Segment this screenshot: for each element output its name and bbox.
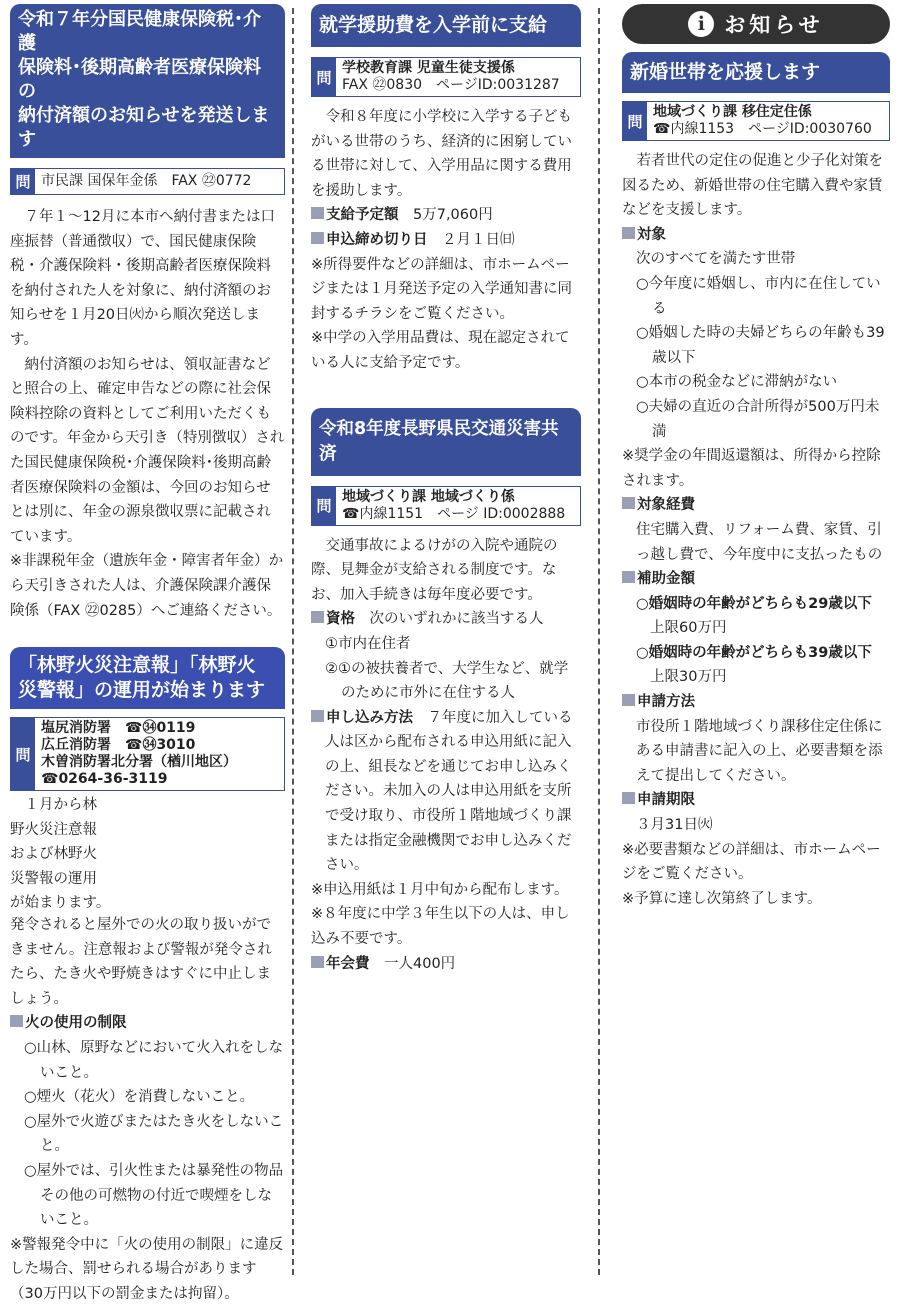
info-icon: i bbox=[688, 11, 714, 37]
inquiry-mark: 問 bbox=[623, 102, 647, 140]
paragraph: 令和８年度に小学校に入学する子どもがいる世帯のうち、経済的に困窮している世帯に対して、入学用品に関する費用を援助します。 bbox=[311, 109, 572, 199]
inquiry-mark: 問 bbox=[312, 58, 336, 96]
note: ※８年度に中学３年生以下の人は、申し込み不要です。 bbox=[311, 906, 570, 948]
list-item: ○屋外では、引火性または暴発性の物品その他の可燃物の付近で喫煙をしないこと。 bbox=[24, 1163, 284, 1229]
inquiry-mark: 問 bbox=[11, 169, 35, 194]
column-divider bbox=[598, 8, 600, 1275]
column-2 bbox=[311, 0, 581, 976]
article-title: 令和７年分国民健康保険税･介護 保険料･後期高齢者医療保険料の 納付済額のお知らせを発送します bbox=[10, 4, 285, 158]
column-divider bbox=[292, 8, 294, 1275]
list-item: ○煙火（花火）を消費しないこと。 bbox=[24, 1089, 255, 1106]
section-heading: 対象経費 bbox=[622, 493, 890, 518]
contact-line: 木曽消防署北分署（楢川地区） bbox=[41, 754, 237, 771]
article-title: 新婚世帯を応援します bbox=[622, 52, 890, 93]
contact-line: ☎0264-36-3119 bbox=[41, 771, 168, 788]
list-item: ○夫婦の直近の合計所得が500万円未満 bbox=[636, 398, 880, 440]
contact-line: 塩尻消防署 ☎㉞0119 bbox=[41, 720, 196, 737]
article-tax-notice bbox=[10, 4, 285, 623]
paragraph: 納付済額のお知らせは、領収証書などと照合の上、確定申告などの際に社会保険料控除の資料としてご利用いただくものです。年金から天引き（特別徴収）された国民健康保険税･介護保険料･後期高齢者医療保険料の金額は、今回のお知らせとは別に、年金の源泉徴収票に記載されています。 bbox=[10, 356, 285, 545]
column-1 bbox=[10, 0, 285, 1307]
section-heading: 対象 bbox=[622, 223, 890, 248]
list-item: ○本市の税金などに滞納がない bbox=[636, 374, 838, 391]
list-item: ○今年度に婚姻し、市内に在住している bbox=[636, 275, 881, 317]
list-item: ②①の被扶養者で、大学生など、就学のために市外に在住する人 bbox=[325, 660, 569, 702]
note: ※予算に達し次第終了します。 bbox=[622, 890, 822, 907]
paragraph: 交通事故によるけがの入院や通院の際、見舞金が支給される制度です。なお、加入手続きは毎年度必要です。 bbox=[311, 537, 558, 603]
article-school-aid: 就学援助費を入学前に支給 問 学校教育課 児童生徒支援係 FAX ㉒0830 ページID:0031287 令和８年度に小学校に入学する子どもがいる世帯のうち、経済的に困窮している世帯に対して、入学用品に関する費用を援助します。 支給予定額 5万7,060円 申込締め切り日 ２月１日㈰ ※所得要件などの詳細は、市ホームページまたは１月発送予定の入学通知書に同封するチラシをご覧ください。 ※中学の入学用品費は、現在認定されている人に支給予定です。 bbox=[311, 4, 581, 376]
section-heading: 補助金額 bbox=[622, 567, 890, 592]
list-item: ○屋外で火遊びまたはたき火をしないこと。 bbox=[24, 1113, 284, 1155]
section-heading: 申請方法 bbox=[622, 690, 890, 715]
contact-box bbox=[10, 717, 285, 791]
column-3 bbox=[622, 0, 890, 911]
list-item: ①市内在住者 bbox=[325, 635, 411, 652]
note: ※所得要件などの詳細は、市ホームページまたは１月発送予定の入学通知書に同封するチラシをご覧ください。 bbox=[311, 256, 572, 322]
note: ※申込用紙は１月中旬から配布します。 bbox=[311, 881, 569, 898]
contact-box: 問 地域づくり課 移住定住係 ☎内線1153 ページID:0030760 bbox=[622, 101, 890, 141]
note: ※奨学金の年間返還額は、所得から控除されます。 bbox=[622, 448, 881, 489]
paragraph: 若者世代の定住の促進と少子化対策を図るため、新婚世帯の住宅購入費や家賃などを支援します。 bbox=[622, 153, 883, 219]
article-title: 「林野火災注意報」「林野火 災警報」の運用が始まります bbox=[10, 647, 285, 709]
paragraph: ７年１～12月に本市へ納付書または口座振替（普通徴収）で、国民健康保険税・介護保険料・後期高齢者医療保険料を納付された人を対象に、納付済額のお知らせを１月20日㈫から順次発送します。 bbox=[10, 209, 275, 348]
contact-line: 広丘消防署 ☎㉞3010 bbox=[41, 737, 196, 754]
section-heading: 火の使用の制限 bbox=[10, 1011, 285, 1036]
article-title: 令和8年度長野県民交通災害共済 bbox=[311, 408, 581, 476]
inquiry-mark: 問 bbox=[11, 718, 35, 790]
section-heading: 申請期限 bbox=[622, 788, 890, 813]
article-traffic-insurance: 令和8年度長野県民交通災害共済 問 地域づくり課 地域づくり係 ☎内線1151 ページ ID:0002888 交通事故によるけがの入院や通院の際、見舞金が支給される制度です。なお、加入手続きは毎年度必要です。 資格 次のいずれかに該当する人 ①市内在住者 ②①の被扶養者で、大学生など、就学のために市外に在住する人 申し込み方法 ７年度に加入している人は区から配布される申込用紙に記入の上、組長などを通じてお申し込みください。未加入の人は申込用紙を支所で受け取り、市役所１階地域づくり課または指定金融機関でお申し込みください。 ※申込用紙は１月中旬から配布します。 ※８年度に中学３年生以下の人は、申し込み不要です。 年会費 一人400円 bbox=[311, 408, 581, 977]
inquiry-mark: 問 bbox=[312, 487, 336, 525]
paragraph: 発令されると屋外での火の取り扱いができません。注意報および警報が発令されたら、たき火や野焼きはすぐに中止しましょう。 bbox=[10, 917, 272, 1007]
contact-box bbox=[10, 168, 285, 195]
notice-header: i お知らせ bbox=[622, 4, 890, 44]
note: ※中学の入学用品費は、現在認定されている人に支給予定です。 bbox=[311, 330, 570, 371]
note: ※非課税年金（遺族年金・障害者年金）から天引きされた人は、介護保険課介護保険係（FAX ㉒0285）へご連絡ください。 bbox=[10, 553, 284, 619]
article-newlywed: 新婚世帯を応援します 問 地域づくり課 移住定住係 ☎内線1153 ページID:0030760 若者世代の定住の促進と少子化対策を図るため、新婚世帯の住宅購入費や家賃などを支援します。 対象 次のすべてを満たす世帯 ○今年度に婚姻し、市内に在住している ○婚姻した時の夫婦どちらの年齢も39歳以下 ○本市の税金などに滞納がない ○夫婦の直近の合計所得が500万円未満 ※奨学金の年間返還額は、所得から控除されます。 対象経費 住宅購入費、リフォーム費、家賃、引っ越し費で、今年度中に支払ったもの 補助金額 ○婚姻時の年齢がどちらも29歳以下 上限60万円 ○婚姻時の年齢がどちらも39歳以下 上限30万円 申請方法 市役所１階地域づくり課移住定住係にある申請書に記入の上、必要書類を添えて提出してください。 申請期限 ３月31日㈫ ※必要書類などの詳細は、市ホームページをご覧ください。 ※予算に達し次第終了します。 bbox=[622, 52, 890, 911]
contact-box: 問 地域づくり課 地域づくり係 ☎内線1151 ページ ID:0002888 bbox=[311, 486, 581, 526]
note: ※必要書類などの詳細は、市ホームページをご覧ください。 bbox=[622, 841, 881, 883]
contact-box: 問 学校教育課 児童生徒支援係 FAX ㉒0830 ページID:0031287 bbox=[311, 57, 581, 97]
contact-text: 市民課 国保年金係 FAX ㉒0772 bbox=[41, 173, 252, 189]
list-item: ○山林、原野などにおいて火入れをしないこと。 bbox=[24, 1040, 284, 1081]
article-forest-fire: 「林野火災注意報」「林野火 災警報」の運用が始まります 問 塩尻消防署 ☎㉞0119 広丘消防署 ☎㉞3010 木曽消防署北分署（楢川地区） ☎0264-36-3119 １月から林 野火災注意報 および林野火 災警報の運用 が始まります。 発令されると屋外での火の取り扱いができません。注意報および警報が発令されたら、たき火や野焼きはすぐに中止しましょう。 火の使用の制限 ○山林、原野などにおいて火入れをしないこと。 ○煙火（花火）を消費しないこと。 ○屋外で火遊びまたはたき火をしないこと。 ○屋外では、引火性または暴発性の物品その他の可燃物の付近で喫煙をしないこと。 ※警報発令中に「火の使用の制限」に違反した場合、罰せられる場合があります（30万円以下の罰金または拘留）。 bbox=[10, 647, 285, 1307]
article-title: 就学援助費を入学前に支給 bbox=[311, 4, 581, 47]
note: ※警報発令中に「火の使用の制限」に違反した場合、罰せられる場合があります（30万円以下の罰金または拘留）。 bbox=[10, 1236, 284, 1302]
list-item: ○婚姻した時の夫婦どちらの年齢も39歳以下 bbox=[636, 325, 885, 366]
